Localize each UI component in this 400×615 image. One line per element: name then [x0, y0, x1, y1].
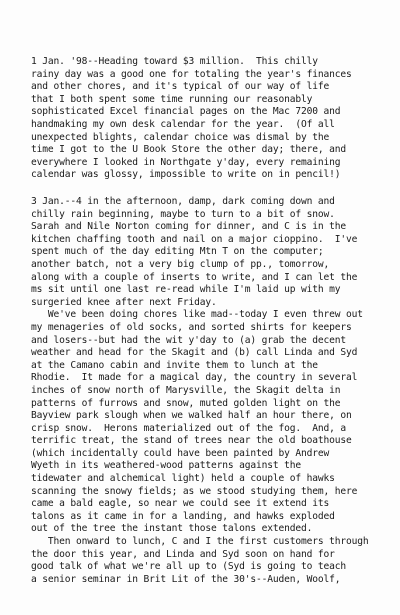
text-line: Sarah and Nile Norton coming for dinner, and C is in the — [31, 221, 347, 233]
journal-entry-1-jan — [31, 56, 400, 182]
text-line: another batch, not a very big clump of pp., tomorrow, — [31, 258, 330, 270]
text-line: everywhere I looked in Northgate y'day, every remaining — [31, 156, 341, 168]
text-line: spent much of the day editing Mtn T on the computer; — [31, 246, 324, 258]
text-line: scanning the snowy fields; as we stood studying them, here — [31, 485, 358, 497]
text-line: inches of snow north of Marysville, the Skagit delta in — [31, 384, 341, 396]
text-line: kitchen chaffing tooth and nail on a major cioppino. I've — [31, 233, 358, 245]
text-line: ms sit until one last re-read while I'm laid up with my — [31, 284, 341, 296]
text-line: weather and head for the Skagit and (b) call Linda and Syd — [31, 347, 358, 359]
text-line: tidewater and alchemical light) held a couple of hawks — [31, 473, 335, 485]
text-line: patterns of furrows and snow, muted golden light on the — [31, 397, 341, 409]
text-line: at the Camano cabin and invite them to lunch at the — [31, 359, 318, 371]
journal-entry-3-jan — [31, 196, 400, 586]
text-line: came a bald eagle, so near we could see it extend its — [31, 498, 330, 510]
text-line: that I both spent some time running our reasonably — [31, 93, 313, 105]
text-line: chilly rain beginning, maybe to turn to a bit of snow. — [31, 208, 335, 220]
text-line: Wyeth in its weathered-wood patterns against the — [31, 460, 302, 472]
text-line: unexpected blights, calendar choice was dismal by the — [31, 131, 330, 143]
text-line: out of the tree the instant those talons extended. — [31, 523, 313, 535]
text-line: the door this year, and Linda and Syd soon on hand for — [31, 548, 335, 560]
text-line: a senior seminar in Brit Lit of the 30's--Auden, Woolf, — [31, 573, 341, 585]
text-line: sophisticated Excel financial pages on the Mac 7200 and — [31, 106, 341, 118]
text-line: and losers--but had the wit y'day to (a) grab the decent — [31, 334, 347, 346]
text-line: handmaking my own desk calendar for the year. (Of all — [31, 118, 335, 130]
text-line: surgeried knee after next Friday. — [31, 296, 217, 308]
text-line: calendar was glossy, impossible to write on in pencil!) — [31, 169, 341, 181]
text-line: We've been doing chores like mad--today I even threw out — [31, 309, 363, 321]
text-line: time I got to the U Book Store the other day; there, and — [31, 144, 347, 156]
text-line: Bayview park slough when we walked half an hour there, on — [31, 410, 352, 422]
text-line: Rhodie. It made for a magical day, the country in several — [31, 372, 358, 384]
text-line: talons as it came in for a landing, and hawks exploded — [31, 510, 335, 522]
text-line: good talk of what we're all up to (Syd is going to teach — [31, 561, 347, 573]
text-line: crisp snow. Herons materialized out of the fog. And, a — [31, 422, 347, 434]
text-line: Then onward to lunch, C and I the first customers through — [31, 536, 369, 548]
text-line: rainy day was a good one for totaling the year's finances — [31, 68, 352, 80]
text-line: along with a couple of inserts to write, and I can let the — [31, 271, 358, 283]
text-line: (which incidentally could have been painted by Andrew — [31, 447, 330, 459]
text-line: 3 Jan.--4 in the afternoon, damp, dark coming down and — [31, 196, 335, 207]
text-line: my menageries of old socks, and sorted shirts for keepers — [31, 321, 352, 333]
text-line: terrific treat, the stand of trees near the old boathouse — [31, 435, 352, 447]
text-line: 1 Jan. '98--Heading toward $3 million. This chilly — [31, 56, 318, 67]
text-line: and other chores, and it's typical of our way of life — [31, 81, 330, 93]
